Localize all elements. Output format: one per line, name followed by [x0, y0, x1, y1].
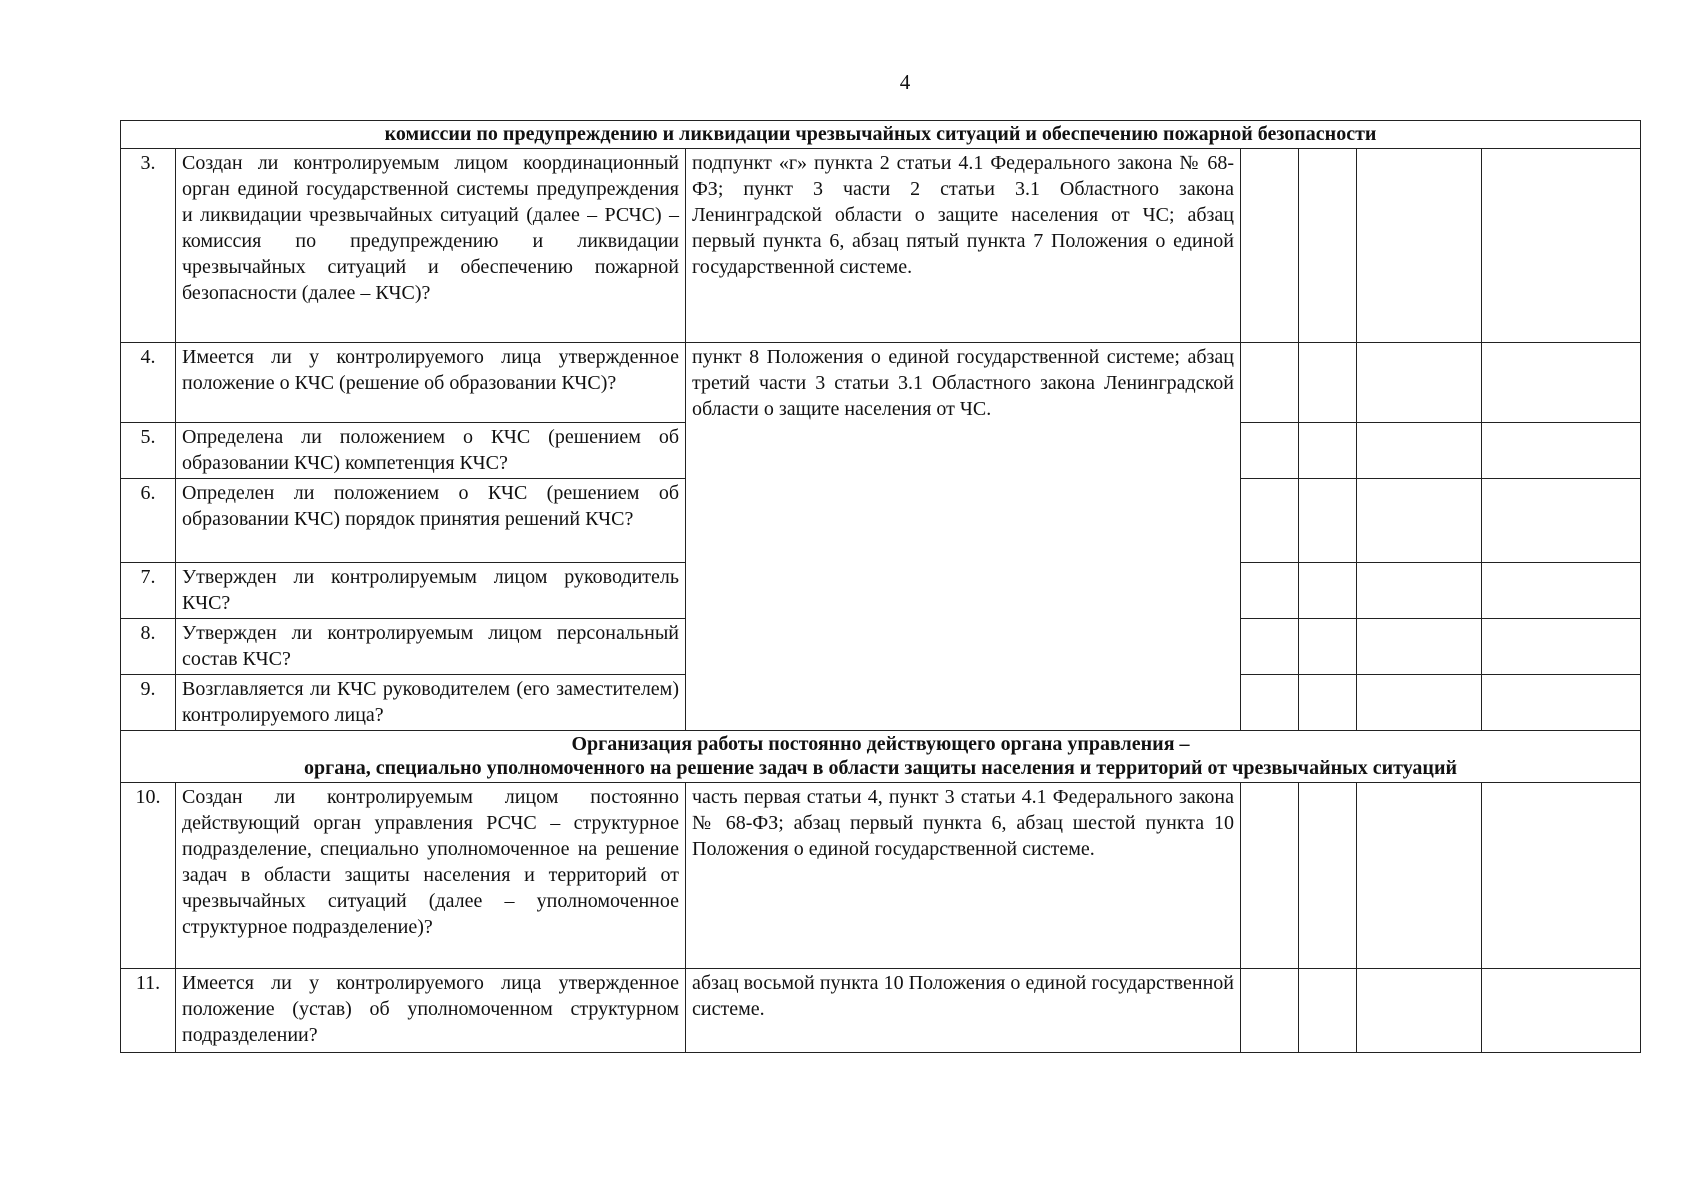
- table-row: [121, 149, 1641, 343]
- section-title-line: органа, специально уполномоченного на решение задач в области защиты населения и территорий от чрезвычайных ситуаций: [304, 757, 1458, 779]
- answer-no-cell: [1299, 783, 1357, 969]
- answer-no-cell: [1299, 343, 1357, 423]
- answer-yes-cell: [1241, 969, 1299, 1053]
- answer-yes-cell: [1241, 783, 1299, 969]
- question-cell: Создан ли контролируемым лицом постоянно действующий орган управления РСЧС – структурное подразделение, специально уполномоченное на решение задач в области защиты населения и территорий от чрезвычайных ситуаций (далее – уполномоченное структурное подразделение)?: [176, 783, 686, 969]
- answer-no-cell: [1299, 563, 1357, 619]
- table-row: [121, 969, 1641, 1053]
- answer-no-cell: [1299, 619, 1357, 675]
- not-applicable-cell: [1357, 675, 1482, 731]
- answer-no-cell: [1299, 149, 1357, 343]
- reference-cell: часть первая статьи 4, пункт 3 статьи 4.1 Федерального закона № 68-ФЗ; абзац первый пункта 6, абзац шестой пункта 10 Положения о единой государственной системе.: [686, 783, 1241, 969]
- note-cell: [1482, 969, 1641, 1053]
- row-number: 7.: [121, 563, 176, 619]
- note-cell: [1482, 619, 1641, 675]
- table-row: [121, 343, 1641, 423]
- answer-yes-cell: [1241, 343, 1299, 423]
- answer-yes-cell: [1241, 423, 1299, 479]
- not-applicable-cell: [1357, 149, 1482, 343]
- question-cell: Определена ли положением о КЧС (решением об образовании КЧС) компетенция КЧС?: [176, 423, 686, 479]
- section-title: комиссии по предупреждению и ликвидации чрезвычайных ситуаций и обеспечению пожарной безопасности: [121, 121, 1641, 149]
- answer-no-cell: [1299, 423, 1357, 479]
- answer-no-cell: [1299, 479, 1357, 563]
- not-applicable-cell: [1357, 619, 1482, 675]
- section-title: [121, 731, 1641, 783]
- question-cell: Утвержден ли контролируемым лицом руководитель КЧС?: [176, 563, 686, 619]
- answer-yes-cell: [1241, 563, 1299, 619]
- answer-yes-cell: [1241, 479, 1299, 563]
- section-header-row: [121, 731, 1641, 783]
- section-title-line: Организация работы постоянно действующего органа управления –: [571, 733, 1190, 755]
- note-cell: [1482, 675, 1641, 731]
- answer-no-cell: [1299, 969, 1357, 1053]
- row-number: 5.: [121, 423, 176, 479]
- checklist-table: [120, 120, 1641, 1053]
- row-number: 6.: [121, 479, 176, 563]
- note-cell: [1482, 423, 1641, 479]
- note-cell: [1482, 343, 1641, 423]
- not-applicable-cell: [1357, 969, 1482, 1053]
- row-number: 4.: [121, 343, 176, 423]
- page-number: 4: [899, 70, 911, 94]
- question-cell: Имеется ли у контролируемого лица утвержденное положение о КЧС (решение об образовании КЧС)?: [176, 343, 686, 423]
- reference-cell: пункт 8 Положения о единой государственной системе; абзац третий части 3 статьи 3.1 Областного закона Ленинградской области о защите населения от ЧС.: [686, 343, 1241, 731]
- section-header-row: [121, 121, 1641, 149]
- not-applicable-cell: [1357, 343, 1482, 423]
- answer-yes-cell: [1241, 619, 1299, 675]
- not-applicable-cell: [1357, 783, 1482, 969]
- answer-no-cell: [1299, 675, 1357, 731]
- reference-cell: подпункт «г» пункта 2 статьи 4.1 Федерального закона № 68-ФЗ; пункт 3 части 2 статьи 3.1 Областного закона Ленинградской области о защите населения от ЧС; абзац первый пункта 6, абзац пятый пункта 7 Положения о единой государственной системе.: [686, 149, 1241, 343]
- not-applicable-cell: [1357, 479, 1482, 563]
- question-cell: Утвержден ли контролируемым лицом персональный состав КЧС?: [176, 619, 686, 675]
- note-cell: [1482, 149, 1641, 343]
- answer-yes-cell: [1241, 675, 1299, 731]
- table-row: [121, 783, 1641, 969]
- question-cell: Создан ли контролируемым лицом координационный орган единой государственной системы предупреждения и ликвидации чрезвычайных ситуаций (далее – РСЧС) – комиссия по предупреждению и ликвидации чрезвычайных ситуаций и обеспечению пожарной безопасности (далее – КЧС)?: [176, 149, 686, 343]
- not-applicable-cell: [1357, 563, 1482, 619]
- not-applicable-cell: [1357, 423, 1482, 479]
- question-cell: Возглавляется ли КЧС руководителем (его заместителем) контролируемого лица?: [176, 675, 686, 731]
- question-cell: Имеется ли у контролируемого лица утвержденное положение (устав) об уполномоченном структурном подразделении?: [176, 969, 686, 1053]
- row-number: 9.: [121, 675, 176, 731]
- row-number: 11.: [121, 969, 176, 1053]
- row-number: 3.: [121, 149, 176, 343]
- note-cell: [1482, 783, 1641, 969]
- note-cell: [1482, 563, 1641, 619]
- row-number: 8.: [121, 619, 176, 675]
- note-cell: [1482, 479, 1641, 563]
- row-number: 10.: [121, 783, 176, 969]
- answer-yes-cell: [1241, 149, 1299, 343]
- reference-cell: абзац восьмой пункта 10 Положения о единой государственной системе.: [686, 969, 1241, 1053]
- question-cell: Определен ли положением о КЧС (решением об образовании КЧС) порядок принятия решений КЧС?: [176, 479, 686, 563]
